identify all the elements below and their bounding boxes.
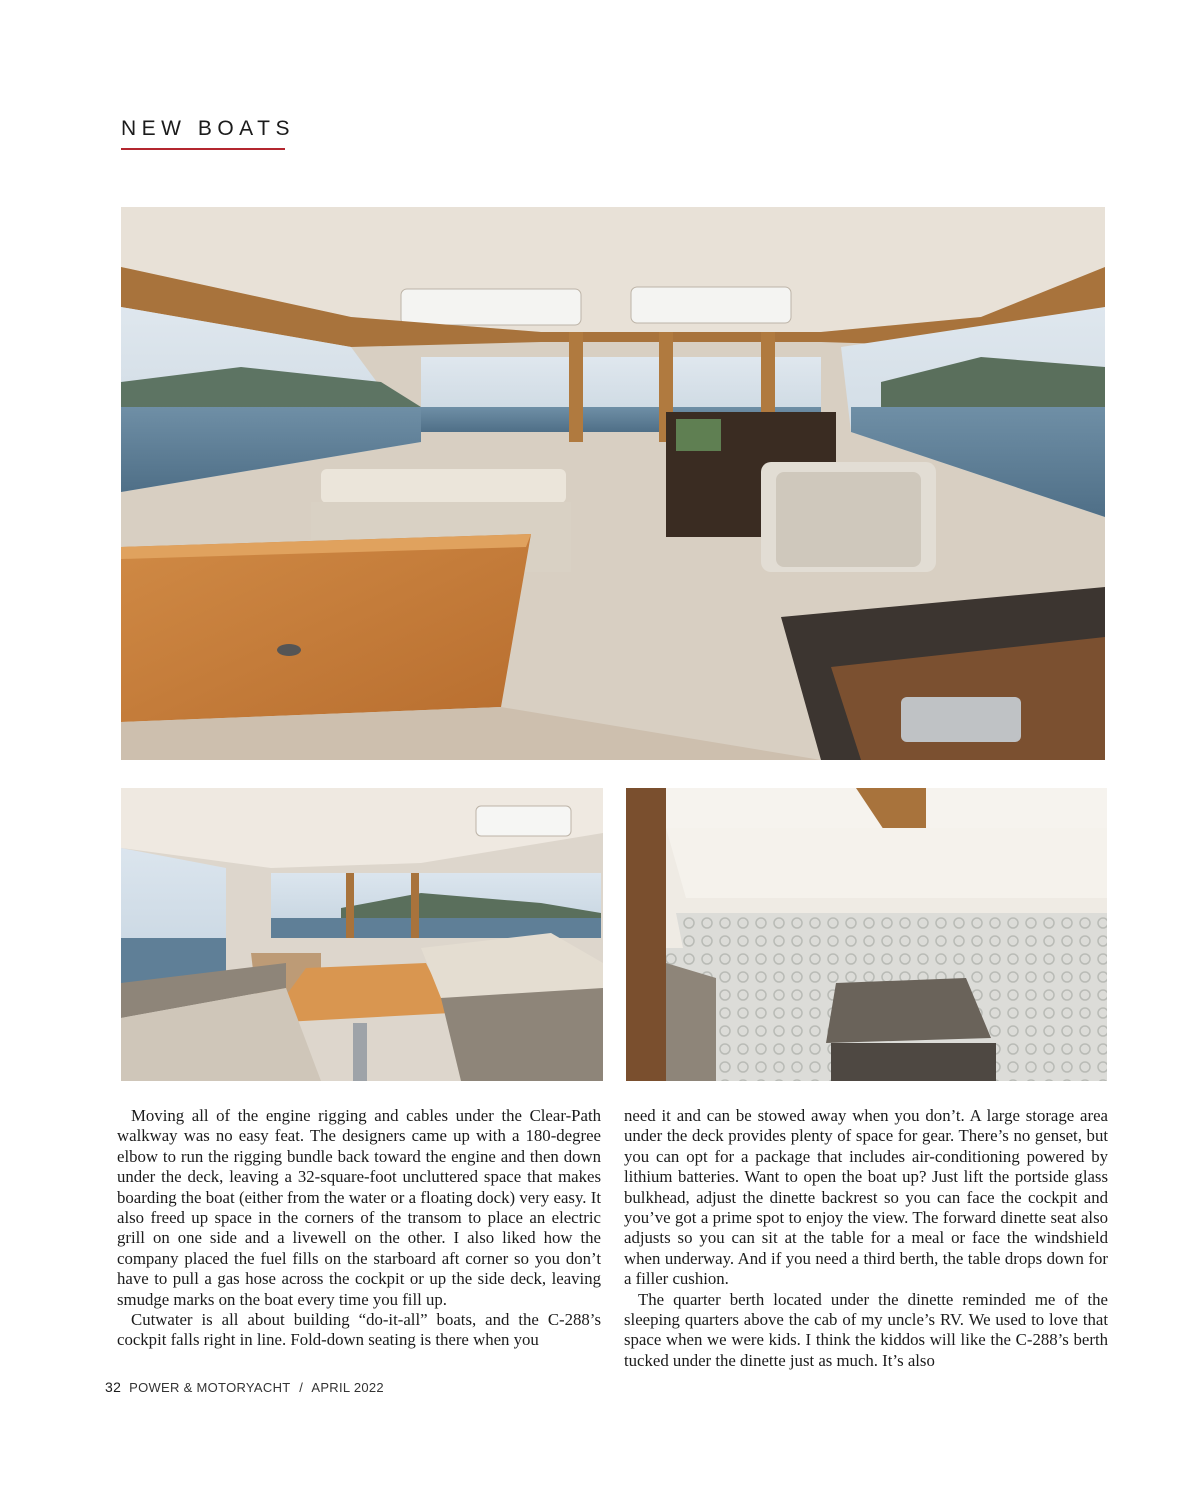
main-cabin-photo [121, 207, 1105, 760]
section-rule [121, 148, 285, 150]
article-column-left [117, 1106, 601, 1351]
article-column-right [624, 1106, 1108, 1371]
article-paragraph: The quarter berth located under the dinette reminded me of the sleeping quarters above the cab of my uncle’s RV. We used to love that space when we were kids. I think the kiddos will like the C-288’s berth tucked under the dinette just as much. It’s also [624, 1289, 1108, 1370]
footer-separator: / [299, 1380, 304, 1395]
quarter-berth-photo [626, 788, 1107, 1081]
page-number: 32 [105, 1379, 122, 1395]
dinette-photo [121, 788, 603, 1081]
article-paragraph: Cutwater is all about building “do-it-all” boats, and the C-288’s cockpit falls right in line. Fold-down seating is there when you [117, 1310, 601, 1350]
section-label: NEW BOATS [121, 117, 295, 140]
publication-name: POWER & MOTORYACHT [129, 1380, 291, 1395]
page-footer [105, 1379, 384, 1395]
article-paragraph: Moving all of the engine rigging and cables under the Clear-Path walkway was no easy feat. The designers came up with a 180-degree elbow to run the rigging bundle back toward the engine and then down under the deck, leaving a 32-square-foot uncluttered space that makes boarding the boat (either from the water or a floating dock) very easy. It also freed up space in the corners of the transom to place an electric grill on one side and a livewell on the other. I also liked how the company placed the fuel fills on the starboard aft corner so you don’t have to pull a gas hose across the cockpit or up the side deck, leaving smudge marks on the boat every time you fill up. [117, 1106, 601, 1309]
issue-date: APRIL 2022 [311, 1380, 384, 1395]
article-paragraph: need it and can be stowed away when you don’t. A large storage area under the deck provides plenty of space for gear. There’s no genset, but you can opt for a package that includes air-conditioning powered by lithium batteries. Want to open the boat up? Just lift the portside glass bulkhead, adjust the dinette backrest so you can face the cockpit and you’ve got a prime spot to enjoy the view. The forward dinette seat also adjusts so you can sit at the table for a meal or face the windshield when underway. And if you need a third berth, the table drops down for a filler cushion. [624, 1106, 1108, 1289]
